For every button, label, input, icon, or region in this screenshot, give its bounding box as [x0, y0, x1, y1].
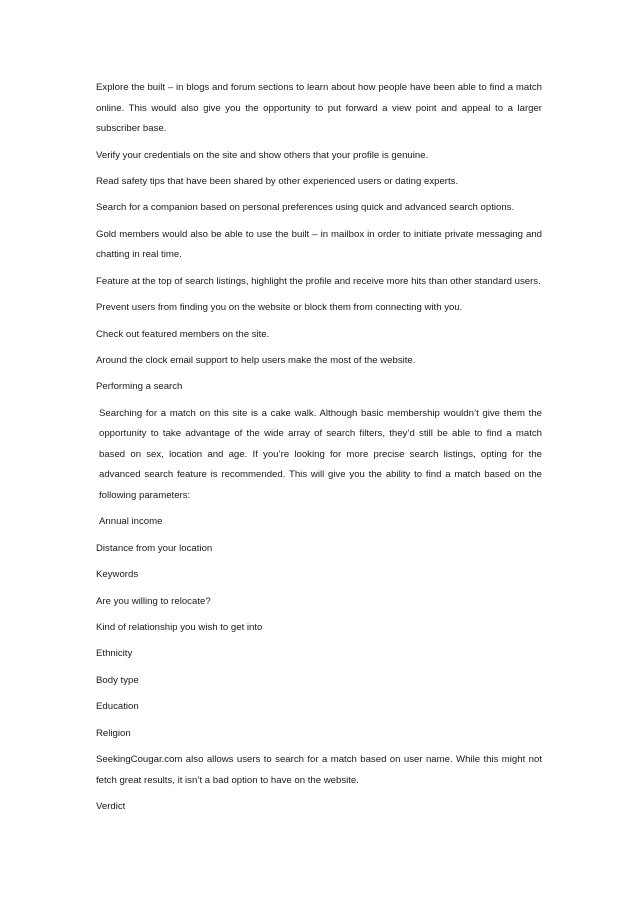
list-item-ethnicity: Ethnicity [96, 648, 133, 660]
paragraph-searching-match: Searching for a match on this site is a cake walk. Although basic membership wouldn’t give them the opportunity to take advantage of the wide array of search filters, they’d still be able to find a match based on sex, location and age. If you’re looking for more precise search listings, opting for the advanced search feature is recommended. This will give you the ability to find a match based on the following parameters: [99, 407, 542, 502]
paragraph-block-users: Prevent users from finding you on the website or block them from connecting with you. [96, 302, 463, 314]
document-body [96, 78, 542, 823]
paragraph-featured-members: Check out featured members on the site. [96, 328, 270, 340]
paragraph-blogs-forums: Explore the built – in blogs and forum sections to learn about how people have been able to find a match online. This would also give you the opportunity to put forward a view point and appeal to a larger subscriber base. [96, 82, 542, 135]
list-item-relocate: Are you willing to relocate? [96, 595, 211, 607]
section-heading-performing-search: Performing a search [96, 381, 183, 393]
paragraph-safety-tips: Read safety tips that have been shared by other experienced users or dating experts. [96, 175, 459, 187]
list-item-keywords: Keywords [96, 569, 139, 581]
paragraph-search-companion: Search for a companion based on personal preferences using quick and advanced search options. [96, 202, 515, 214]
list-item-annual-income: Annual income [99, 516, 163, 528]
list-item-education: Education [96, 701, 139, 713]
paragraph-email-support: Around the clock email support to help users make the most of the website. [96, 354, 416, 366]
list-item-body-type: Body type [96, 674, 139, 686]
list-item-relationship-kind: Kind of relationship you wish to get into [96, 622, 263, 634]
paragraph-gold-members: Gold members would also be able to use the built – in mailbox in order to initiate private messaging and chatting in real time. [96, 228, 542, 261]
section-heading-verdict: Verdict [96, 800, 126, 812]
paragraph-feature-top: Feature at the top of search listings, highlight the profile and receive more hits than other standard users. [96, 275, 541, 287]
list-item-distance: Distance from your location [96, 542, 213, 554]
paragraph-username-search: SeekingCougar.com also allows users to search for a match based on user name. While this might not fetch great results, it isn’t a bad option to have on the website. [96, 753, 542, 786]
list-item-religion: Religion [96, 727, 131, 739]
paragraph-verify-credentials: Verify your credentials on the site and show others that your profile is genuine. [96, 149, 429, 161]
